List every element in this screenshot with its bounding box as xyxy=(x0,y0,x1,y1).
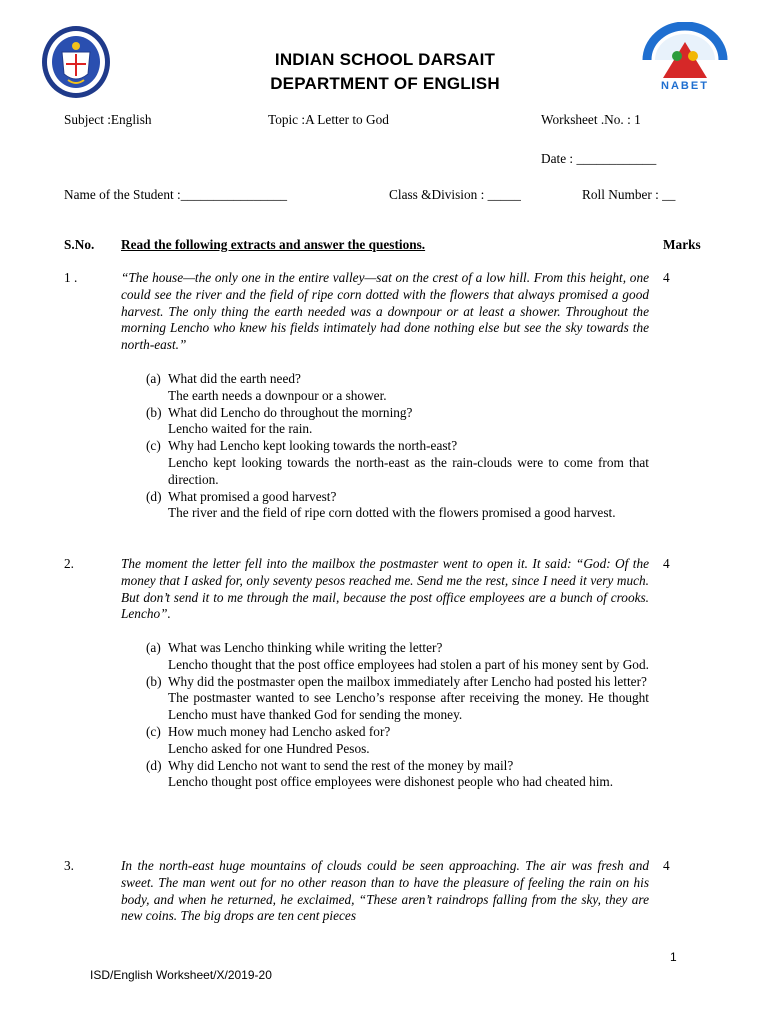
answer-text: Lencho waited for the rain. xyxy=(168,421,313,437)
instruction-heading: Read the following extracts and answer the questions. xyxy=(121,237,426,252)
answer-text: Lencho thought post office employees were dishonest people who had cheated him. xyxy=(168,774,614,790)
extract-passage: In the north-east huge mountains of clouds could be seen approaching. The air was fresh and sweet. The man went out for no other reason than to have the pleasure of feeling the rain on his body, and when he returned, he exclaimed, “These aren’t raindrops falling from the sky, they are new coins. The big drops are ten cent pieces xyxy=(121,858,649,924)
sno-header: S.No. xyxy=(64,237,95,252)
sub-question: (a) What did the earth need? xyxy=(146,371,301,386)
answer-text: Lencho thought that the post office employees had stolen a part of his money sent by God. xyxy=(168,656,649,672)
page-number: 1 xyxy=(670,950,677,964)
sub-question: (d) What promised a good harvest? xyxy=(146,488,337,504)
extract-passage: “The house—the only one in the entire valley—sat on the crest of a low hill. From this height, one could see the river and the field of ripe corn dotted with the flowers that always promised a good harvest. The only thing the earth needed was a downpour or at least a shower. Throughout the morning Lencho who knew his fields intimately had done nothing else but see the sky towards the north-east.” xyxy=(121,270,649,353)
class-division-field: Class &Division : _____ xyxy=(389,187,521,202)
answer-text: The river and the field of ripe corn dotted with the flowers promised a good harvest. xyxy=(168,505,616,521)
subject-field: Subject :English xyxy=(64,112,152,127)
sub-question: (b) What did Lencho do throughout the morning? xyxy=(146,404,413,420)
school-name: INDIAN SCHOOL DARSAIT xyxy=(274,50,496,69)
sub-question: (c) How much money had Lencho asked for? xyxy=(146,723,391,739)
extract-passage: The moment the letter fell into the mailbox the postmaster went to open it. It said: “God: Of the money that I asked for, only seventy pesos reached me. Send me the rest, since I need it very much. But don’t send it to me through the mail, because the post office employees are a bunch of crooks. Lencho”. xyxy=(121,556,649,622)
worksheet-number-field: Worksheet .No. : 1 xyxy=(541,112,641,127)
department-name: DEPARTMENT OF ENGLISH xyxy=(270,74,500,93)
marks-header: Marks xyxy=(663,237,701,252)
question-marks: 4 xyxy=(663,858,670,873)
sub-question: (b) Why did the postmaster open the mailbox immediately after Lencho had posted his letter? xyxy=(146,673,647,689)
question-marks: 4 xyxy=(663,270,670,285)
answer-text: Lencho asked for one Hundred Pesos. xyxy=(168,740,370,756)
question-number: 1 . xyxy=(64,270,78,285)
date-field: Date : ____________ xyxy=(541,151,657,166)
question-number: 2. xyxy=(64,556,74,571)
answer-text: The earth needs a downpour or a shower. xyxy=(168,387,387,403)
sub-question: (d) Why did Lencho not want to send the rest of the money by mail? xyxy=(146,757,514,773)
roll-number-field: Roll Number : __ xyxy=(582,187,676,202)
question-number: 3. xyxy=(64,858,74,873)
question-list xyxy=(146,371,649,522)
sub-question: (a) What was Lencho thinking while writing the letter? xyxy=(146,640,443,655)
student-name-field: Name of the Student :________________ xyxy=(64,187,288,202)
answer-text: The postmaster wanted to see Lencho’s response after receiving the money. He thought Lencho must have thanked God for sending the money. xyxy=(168,690,649,723)
question-marks: 4 xyxy=(663,556,670,571)
topic-field: Topic :A Letter to God xyxy=(268,112,389,127)
question-list xyxy=(146,640,649,791)
svg-text:NABET: NABET xyxy=(661,80,709,92)
answer-text: Lencho kept looking towards the north-east as the rain-clouds were to come from that direction. xyxy=(168,454,649,487)
footer-code: ISD/English Worksheet/X/2019-20 xyxy=(90,968,272,982)
sub-question: (c) Why had Lencho kept looking towards the north-east? xyxy=(146,438,458,454)
